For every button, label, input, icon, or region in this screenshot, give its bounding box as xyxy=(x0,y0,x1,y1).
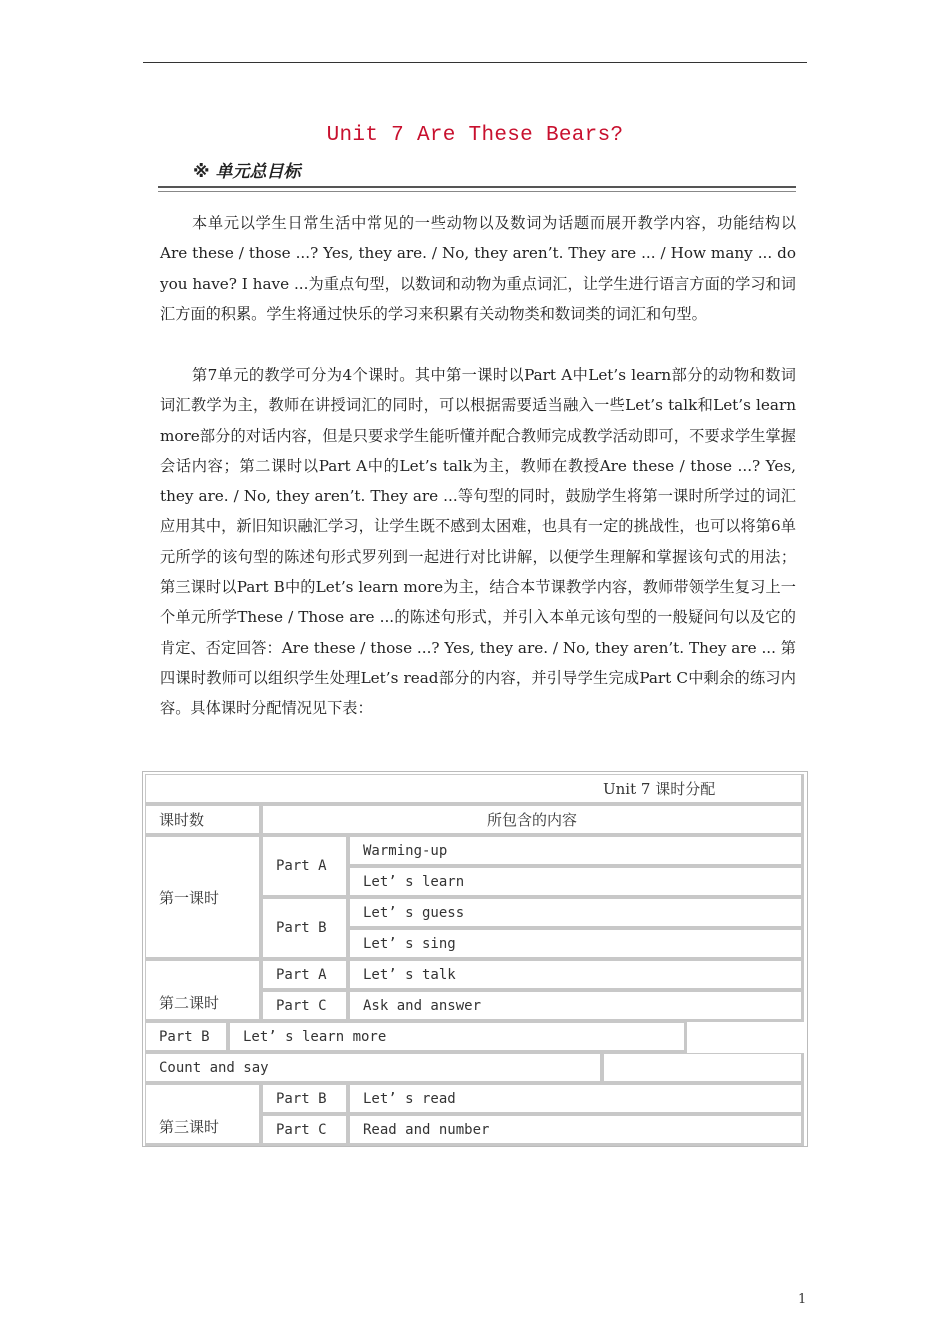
paragraph-1: 本单元以学生日常生活中常见的一些动物以及数词为话题而展开教学内容，功能结构以Are these / those ...? Yes, they are. / No, they aren’t. They are ... / How many ... do you have? I have ...为重点句型，以数词和动物为重点词汇，让学生进行语言方面的学习和词汇方面的积累。学生将通过快乐的学习来积累有关动物类和数词类的词汇和句型。 xyxy=(160,214,796,323)
content-cell: Let’ s sing xyxy=(349,929,804,960)
section-divider xyxy=(158,186,796,192)
document-title: Unit 7 Are These Bears? xyxy=(326,124,624,147)
content-cell: Warming-up xyxy=(349,836,804,867)
table-header-content: 所包含的内容 xyxy=(262,805,804,836)
part-cell: Part B xyxy=(262,898,349,960)
part-cell: Part A xyxy=(262,836,349,898)
content-cell: Count and say xyxy=(145,1053,603,1084)
part-cell: Part A xyxy=(262,960,349,991)
content-cell: Let’ s read xyxy=(349,1084,804,1115)
part-cell: Part B xyxy=(262,1084,349,1115)
content-cell: Ask and answer xyxy=(349,991,804,1022)
part-cell: Part C xyxy=(262,991,349,1022)
content-cell: Let’ s guess xyxy=(349,898,804,929)
content-cell: Let’ s talk xyxy=(349,960,804,991)
empty-cell xyxy=(603,1053,804,1084)
lesson-1-cell: 第一课时 xyxy=(145,836,262,960)
lesson-3-cell: 第三课时 xyxy=(145,1084,262,1146)
table-header-lesson: 课时数 xyxy=(145,805,262,836)
content-cell: Read and number xyxy=(349,1115,804,1146)
part-cell: Part B xyxy=(145,1022,229,1053)
content-cell: Let’ s learn more xyxy=(229,1022,687,1053)
lesson-2-cell: 第二课时 xyxy=(145,960,262,1022)
content-cell: Let’ s learn xyxy=(349,867,804,898)
paragraph-2: 第7单元的教学可分为4个课时。其中第一课时以Part A中Let’s learn部分的动物和数词词汇教学为主，教师在讲授词汇的同时，可以根据需要适当融入一些Let’s talk和Let’s learn more部分的对话内容，但是只要求学生能听懂并配合教师完成教学活动即可，不要求学生掌握会话内容；第二课时以Part A中的Let’s talk为主，教师在教授Are these / those ...? Yes, they are. / No, they aren’t. They are ...等句型的同时，鼓励学生将第一课时所学过的词汇应用其中，新旧知识融汇学习，让学生既不感到太困难，也具有一定的挑战性，也可以将第6单元所学的该句型的陈述句形式罗列到一起进行对比讲解，以便学生理解和掌握该句式的用法；第三课时以Part B中的Let’s learn more为主，结合本节课教学内容，教师带领学生复习上一个单元所学These / Those are ...的陈述句形式，并引入本单元该句型的一般疑问句以及它的肯定、否定回答：Are these / those ...? Yes, they are. / No, they aren’t. They are ... 第四课时教师可以组织学生处理Let’s read部分的内容，并引导学生完成Part C中剩余的练习内容。具体课时分配情况见下表： xyxy=(160,366,796,718)
header-rule xyxy=(143,62,807,63)
page-number: 1 xyxy=(798,1292,807,1307)
table-caption xyxy=(145,774,804,805)
table-caption-text: Unit 7 课时分配 xyxy=(603,780,716,798)
section-heading: ※ 单元总目标 xyxy=(193,162,301,182)
part-cell: Part C xyxy=(262,1115,349,1146)
